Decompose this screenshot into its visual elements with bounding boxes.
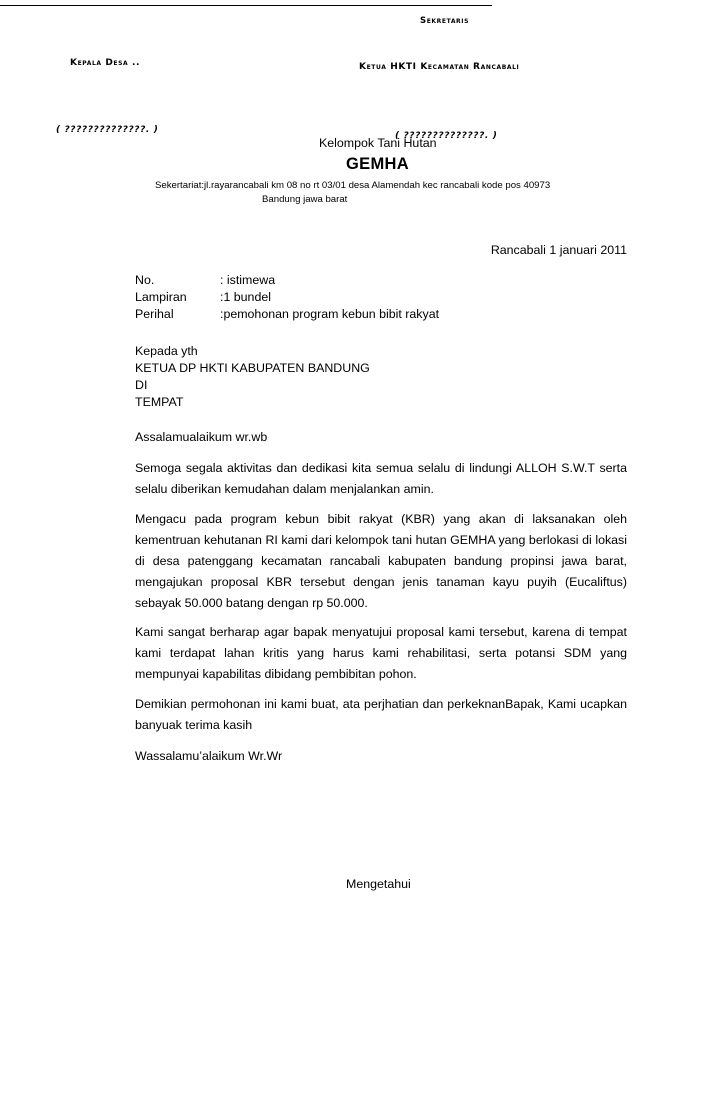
meta-key: No. [135,273,155,287]
letterhead-address-line2: Bandung jawa barat [262,194,348,205]
paragraph-1: Semoga segala aktivitas dan dedikasi kita semua selalu di lindungi ALLOH S.W.T serta selalu diberikan kemudahan dalam menjalankan amin. [135,461,627,496]
letterhead-name: GEMHA [346,155,409,173]
meta-value: : istimewa [220,273,276,287]
letterhead-group: Kelompok Tani Hutan [319,136,437,150]
meta-key: Lampiran [135,290,187,304]
recipient-line3: DI [135,378,148,392]
signature-placeholder-right: ( ??????????????. ) [395,131,498,141]
paragraph-3: Kami sangat berharap agar bapak menyatujui proposal kami tersebut, karena di tempat kami terdapat lahan kritis yang harus kami rehabilitasi, serta potansi SDM yang mempunyai kapabilitas dibidang pembibitan pohon. [135,625,627,681]
signature-sekretaris: Sekretaris [420,16,470,26]
closing: Wassalamu’alaikum Wr.Wr [135,749,283,763]
meta-value: :1 bundel [220,290,271,304]
signature-placeholder-left: ( ??????????????. ) [56,125,159,135]
meta-value: :pemohonan program kebun bibit rakyat [220,307,440,321]
paragraph-4: Demikian permohonan ini kami buat, ata perjhatian dan perkeknanBapak, Kami ucapkan banyuak terima kasih [135,697,627,732]
mengetahui-label: Mengetahui [346,877,411,891]
recipient-line4: TEMPAT [135,395,184,409]
letterhead-address-line1: Sekertariat:jl.rayarancabali km 08 no rt 03/01 desa Alamendah kec rancabali kode pos 40973 [155,180,551,191]
recipient-line2: KETUA DP HKTI KABUPATEN BANDUNG [135,361,370,375]
paragraph-2: Mengacu pada program kebun bibit rakyat (KBR) yang akan di laksanakan oleh kementruan kehutanan RI kami dari kelompok tani hutan GEMHA yang berlokasi di lokasi di desa patenggang kecamatan rancabali kabupaten bandung propinsi jawa barat, mengajukan proposal KBR tersebut dengan jenis tanaman kayu puyih (Eucaliftus) sebayak 50.000 batang dengan rp 50.000. [135,512,627,610]
signature-kepala-desa: Kepala Desa .. [70,58,141,68]
meta-key: Perihal [135,307,174,321]
greeting: Assalamualaikum wr.wb [135,430,268,444]
recipient-line1: Kepada yth [135,344,198,358]
signature-ketua-hkti: Ketua HKTI Kecamatan Rancabali [359,62,520,72]
top-rule [0,5,492,6]
letter-date: Rancabali 1 januari 2011 [490,243,627,257]
